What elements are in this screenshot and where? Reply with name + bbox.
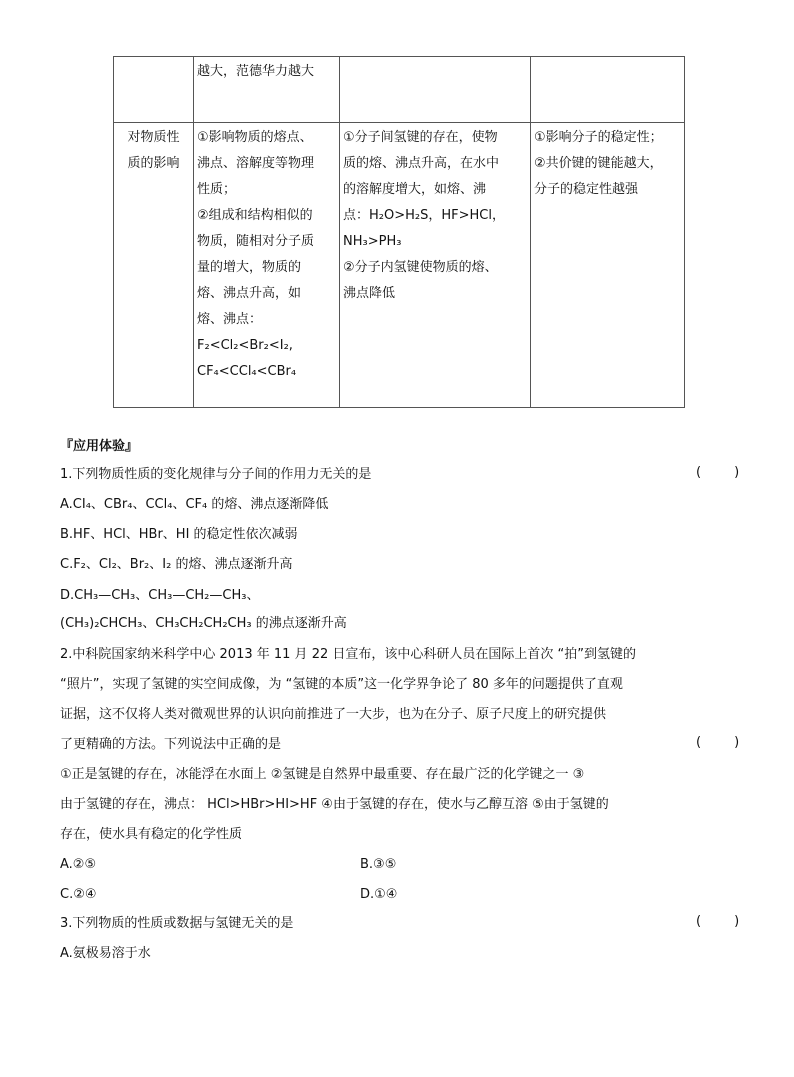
q2-option-d: D.①④	[360, 887, 398, 902]
formula-line: F₂<Cl₂<Br₂<I₂,	[197, 338, 293, 353]
q2-statement-line: ①正是氢键的存在，冰能浮在水面上 ②氢键是自然界中最重要、存在最广泛的化学键之一 ③	[60, 767, 585, 782]
comparison-table	[113, 56, 685, 408]
row-header-line: 质的影响	[127, 156, 180, 171]
q2-stem-line: 2.中科院国家纳米科学中心 2013 年 11 月 22 日宣布，该中心科研人员在国际上首次 “拍”到氢键的	[60, 647, 636, 662]
cell-line: 沸点、溶解度等物理	[197, 156, 315, 171]
formula-line: NH₃>PH₃	[343, 234, 402, 249]
table-cell	[194, 57, 340, 123]
q1-stem: 1.下列物质性质的变化规律与分子间的作用力无关的是	[60, 467, 372, 482]
q2-option-c: C.②④	[60, 887, 97, 902]
q2-option-b: B.③⑤	[360, 857, 397, 872]
section-title: 『应用体验』	[60, 439, 139, 454]
q2-option-a: A.②⑤	[60, 857, 97, 872]
q2-answer-blank: ( )	[696, 735, 740, 750]
q3-answer-blank: ( )	[696, 914, 740, 929]
cell-line: 量的增大，物质的	[197, 260, 302, 275]
q1-option-c: C.F₂、Cl₂、Br₂、I₂ 的熔、沸点逐渐升高	[60, 557, 293, 572]
cell-line: 沸点降低	[343, 286, 396, 301]
table-row	[114, 57, 685, 123]
table-cell	[114, 57, 194, 123]
cell-line: 熔、沸点升高，如	[197, 286, 302, 301]
q2-options-row	[60, 855, 740, 875]
cell-line: 性质；	[197, 182, 237, 197]
table-row	[114, 123, 685, 408]
q3-stem: 3.下列物质的性质或数据与氢键无关的是	[60, 916, 294, 931]
table-cell	[531, 57, 685, 123]
q2-stem-line: 了更精确的方法。下列说法中正确的是	[60, 737, 282, 752]
cell-line: ①分子间氢键的存在，使物	[343, 130, 498, 145]
hbond-effect-cell	[340, 123, 531, 408]
q1-option-a: A.CI₄、CBr₄、CCl₄、CF₄ 的熔、沸点逐渐降低	[60, 497, 329, 512]
covalent-effect-cell	[531, 123, 685, 408]
formula-line: CF₄<CCl₄<CBr₄	[197, 364, 297, 379]
q1-answer-blank: ( )	[696, 465, 740, 480]
row-header-line: 对物质性	[127, 130, 180, 145]
cell-line: ②组成和结构相似的	[197, 208, 313, 223]
cell-line: 分子的稳定性越强	[534, 182, 639, 197]
q1-option-d-cont: (CH₃)₂CHCH₃、CH₃CH₂CH₂CH₃ 的沸点逐渐升高	[60, 616, 347, 631]
q2-stem-line: “照片”，实现了氢键的实空间成像，为 “氢键的本质”这一化学界争论了 80 多年的问题提供了直观	[60, 677, 623, 692]
q3-option-a: A.氨极易溶于水	[60, 946, 151, 961]
cell-line: 物质，随相对分子质	[197, 234, 315, 249]
cell-text: 越大，范德华力越大	[197, 64, 315, 79]
cell-line: ①影响物质的熔点、	[197, 130, 313, 145]
q1-option-d: D.CH₃—CH₃、CH₃—CH₂—CH₃、	[60, 588, 260, 603]
table-cell	[340, 57, 531, 123]
cell-line: ①影响分子的稳定性；	[534, 130, 663, 145]
q2-stem-line: 证据，这不仅将人类对微观世界的认识向前推进了一大步，也为在分子、原子尺度上的研究提供	[60, 707, 607, 722]
vdw-effect-cell	[194, 123, 340, 408]
cell-line: 质的熔、沸点升高，在水中	[343, 156, 500, 171]
row-header-cell	[114, 123, 194, 408]
q1-option-b: B.HF、HCl、HBr、HI 的稳定性依次减弱	[60, 527, 298, 542]
cell-line: ②分子内氢键使物质的熔、	[343, 260, 498, 275]
q2-options-row	[60, 885, 740, 905]
cell-line: ②共价键的键能越大，	[534, 156, 663, 171]
q2-statement-line: 存在，使水具有稳定的化学性质	[60, 827, 243, 842]
cell-line: 的溶解度增大，如熔、沸	[343, 182, 487, 197]
cell-line: 熔、沸点：	[197, 312, 263, 327]
q2-statement-line: 由于氢键的存在，沸点： HCl>HBr>HI>HF ④由于氢键的存在，使水与乙醇互溶 ⑤由于氢键的	[60, 797, 609, 812]
formula-line: 点：H₂O>H₂S，HF>HCl，	[343, 208, 505, 223]
